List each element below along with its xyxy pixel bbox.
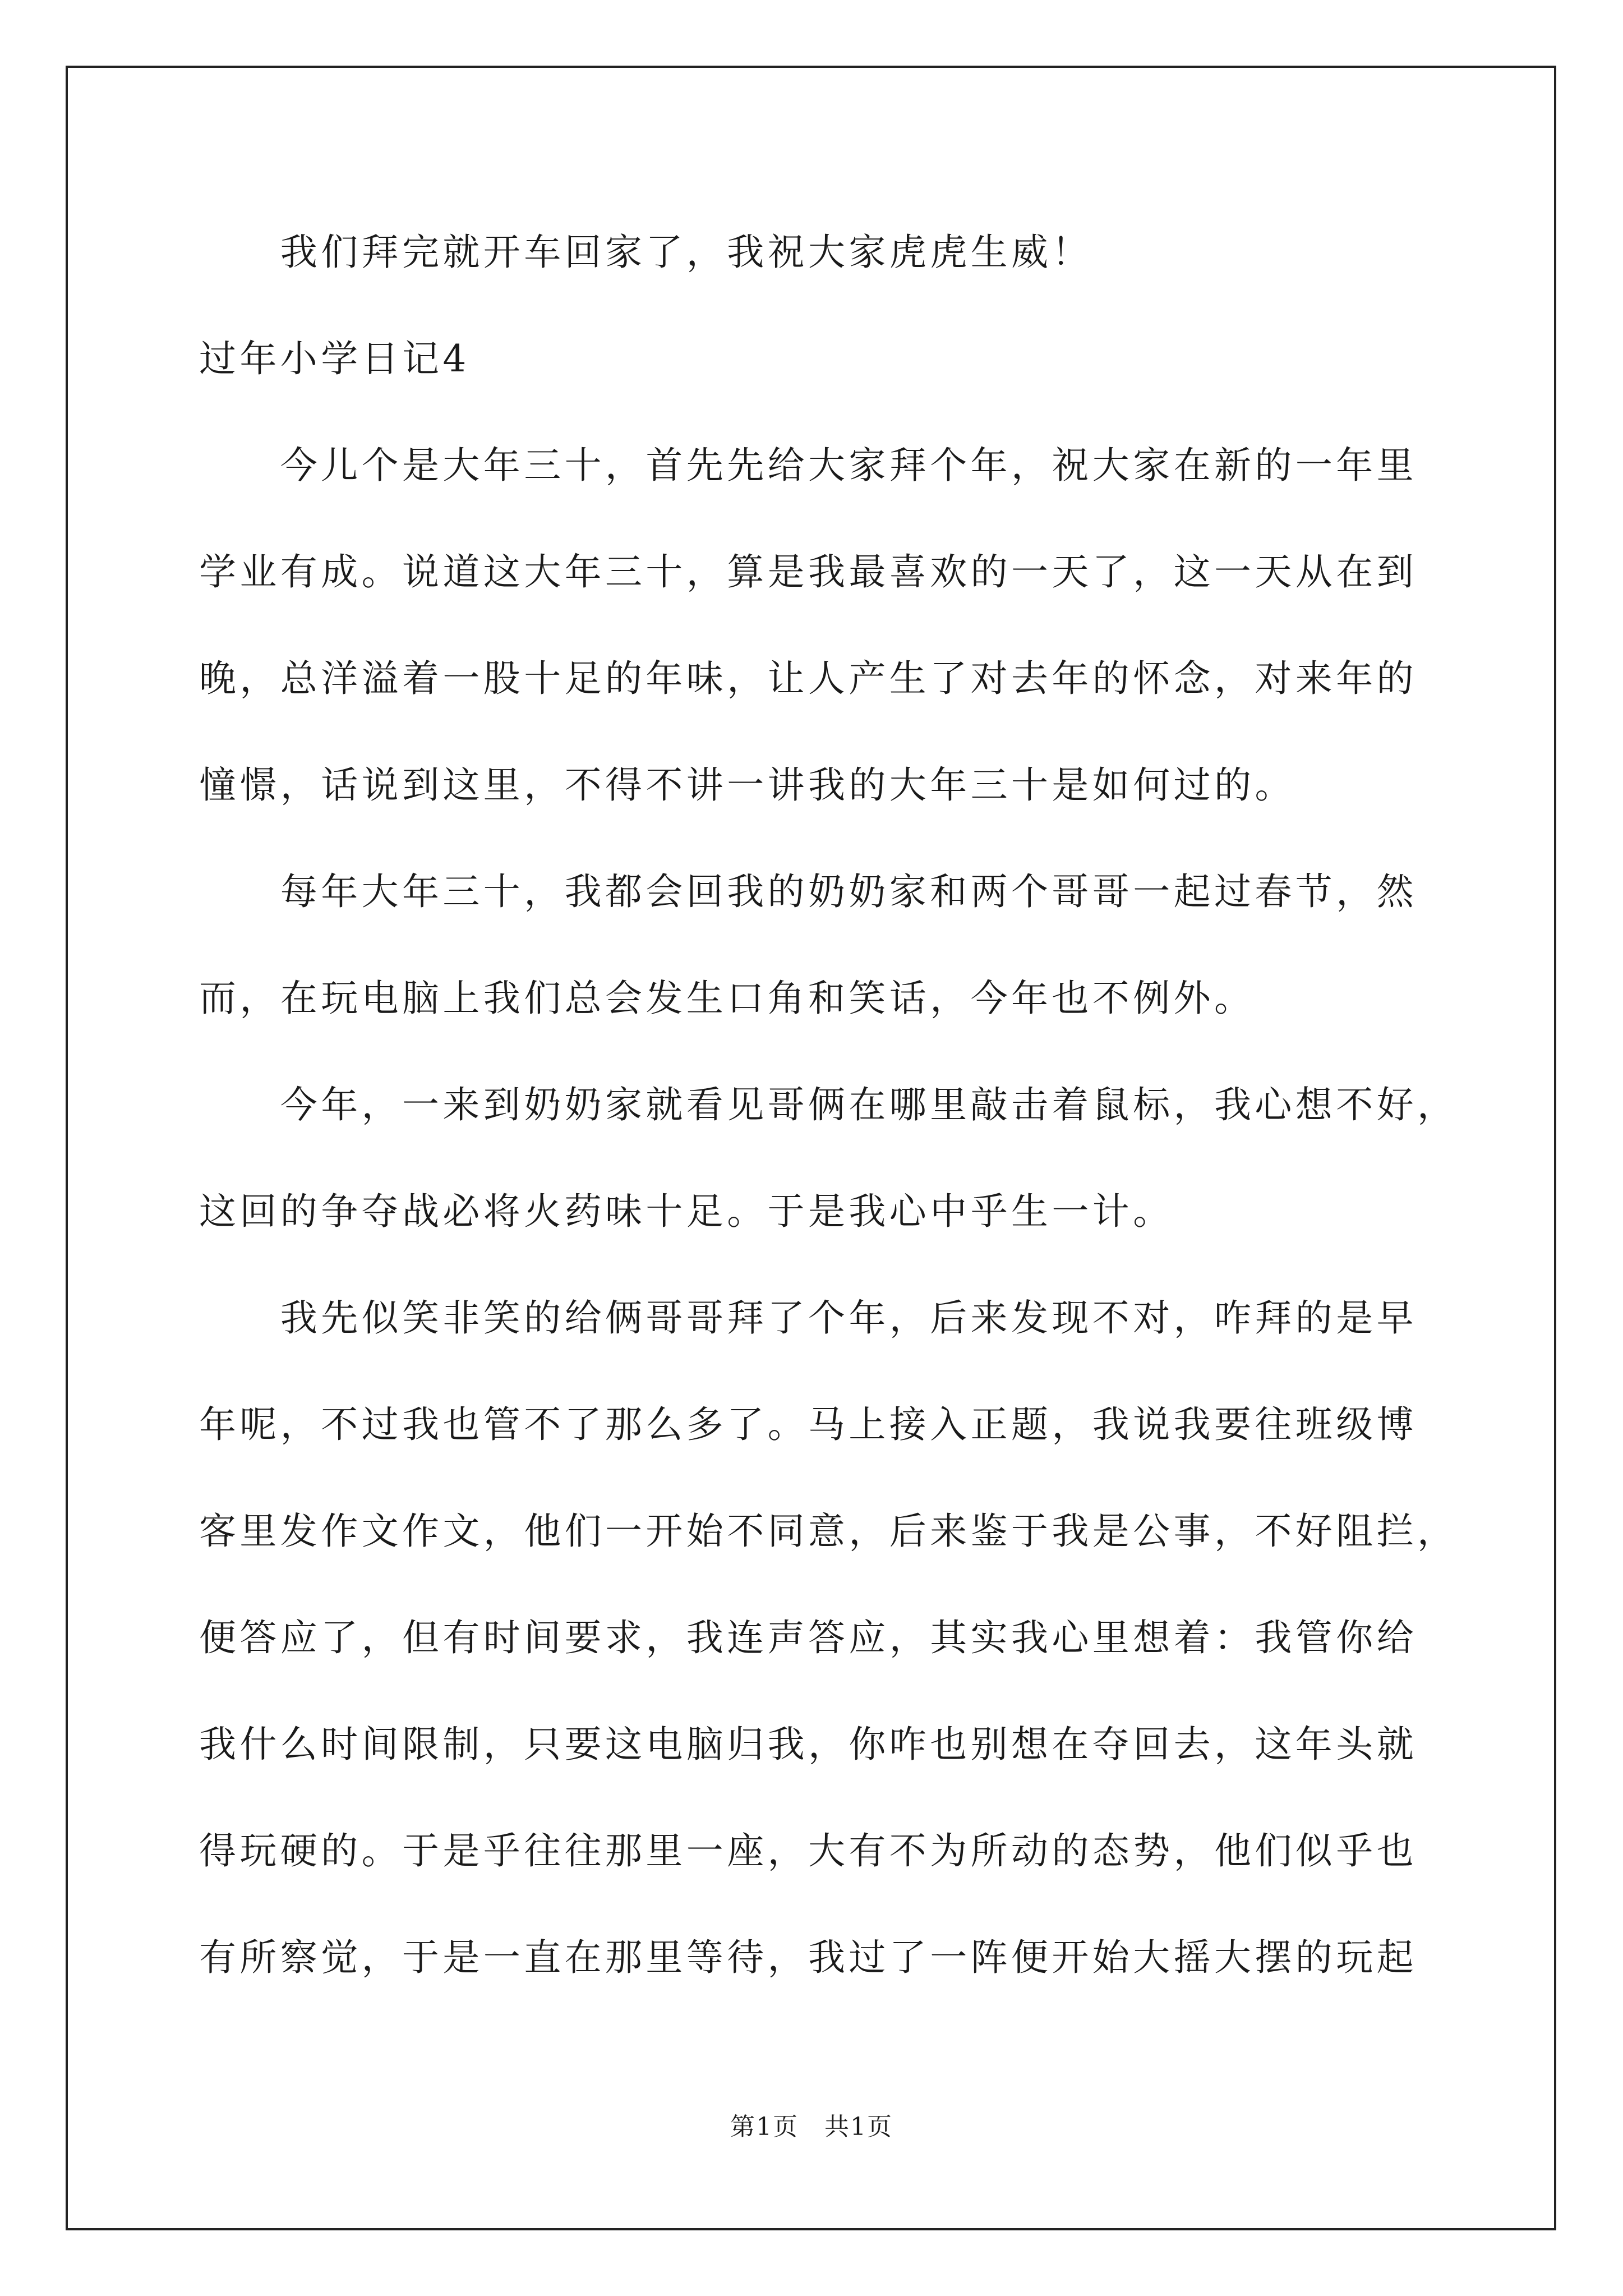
text-line: 今年，一来到奶奶家就看见哥俩在哪里敲击着鼠标，我心想不好， xyxy=(199,1083,1458,1126)
text-line: 憧憬，话说到这里，不得不讲一讲我的大年三十是如何过的。 xyxy=(199,763,1295,807)
text-line: 晚，总洋溢着一股十足的年味，让人产生了对去年的怀念，对来年的 xyxy=(199,657,1417,700)
text-line: 客里发作文作文，他们一开始不同意，后来鉴于我是公事，不好阻拦， xyxy=(199,1510,1458,1553)
page-number-footer: 第1页 共1页 xyxy=(730,2113,893,2141)
section-heading: 过年小学日记4 xyxy=(199,337,470,380)
text-line: 得玩硬的。于是乎往往那里一座，大有不为所动的态势，他们似乎也 xyxy=(199,1829,1417,1872)
text-line: 我什么时间限制，只要这电脑归我，你咋也别想在夺回去，这年头就 xyxy=(199,1723,1417,1766)
text-line: 今儿个是大年三十，首先先给大家拜个年，祝大家在新的一年里 xyxy=(199,444,1417,487)
text-line: 我们拜完就开车回家了，我祝大家虎虎生威！ xyxy=(199,231,1092,274)
text-line: 每年大年三十，我都会回我的奶奶家和两个哥哥一起过春节，然 xyxy=(199,870,1417,913)
text-line: 而，在玩电脑上我们总会发生口角和笑话，今年也不例外。 xyxy=(199,977,1255,1020)
text-line: 年呢，不过我也管不了那么多了。马上接入正题，我说我要往班级博 xyxy=(199,1403,1417,1446)
text-line: 便答应了，但有时间要求，我连声答应，其实我心里想着：我管你给 xyxy=(199,1616,1417,1659)
text-line: 学业有成。说道这大年三十，算是我最喜欢的一天了，这一天从在到 xyxy=(199,550,1417,593)
text-line: 这回的争夺战必将火药味十足。于是我心中乎生一计。 xyxy=(199,1190,1174,1233)
text-line: 有所察觉，于是一直在那里等待，我过了一阵便开始大摇大摆的玩起 xyxy=(199,1936,1417,1979)
text-line: 我先似笑非笑的给俩哥哥拜了个年，后来发现不对，咋拜的是早 xyxy=(199,1296,1417,1340)
